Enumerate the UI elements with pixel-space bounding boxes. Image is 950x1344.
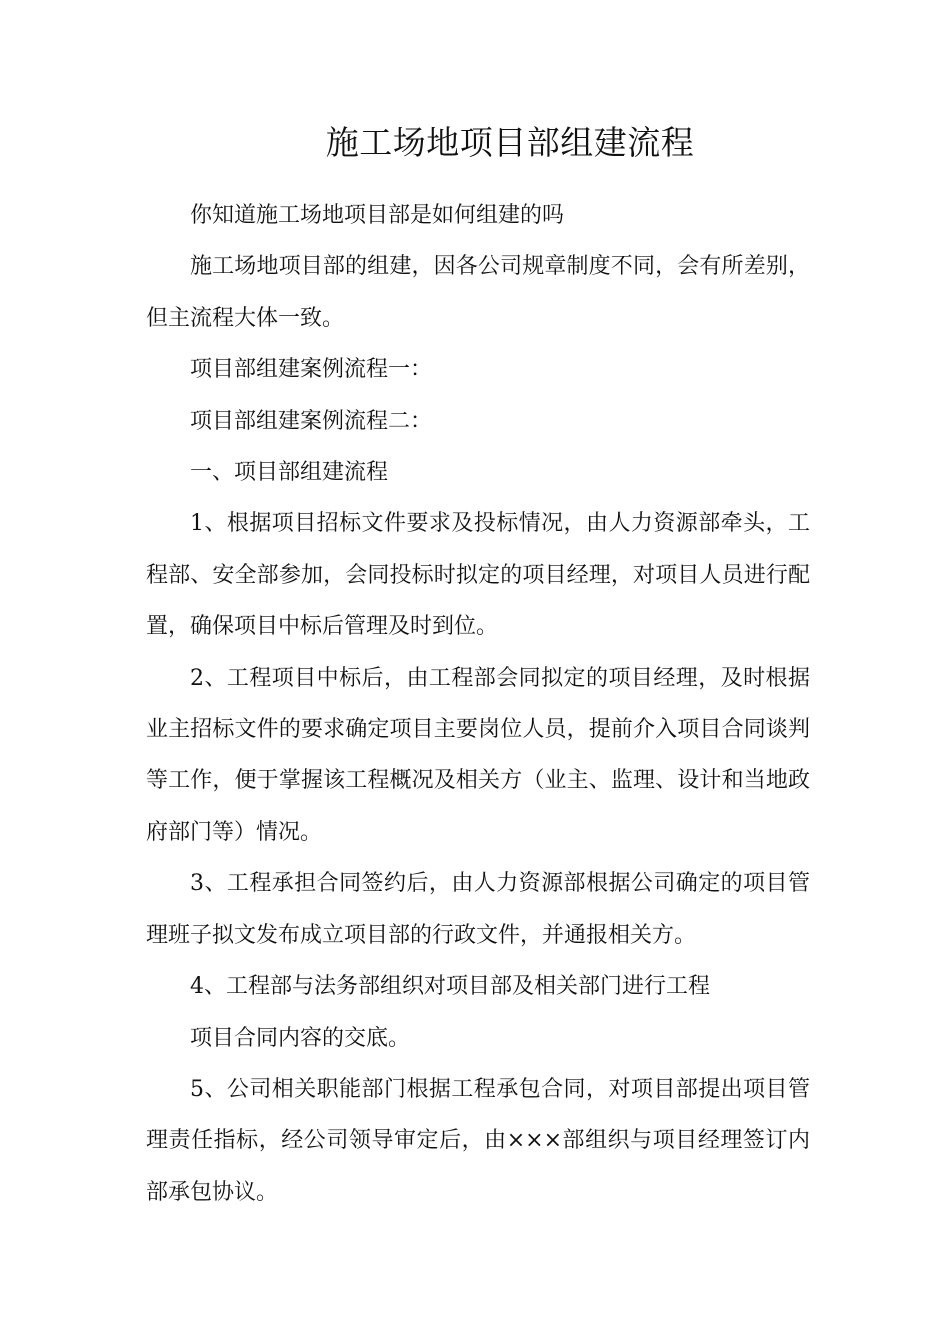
paragraph-intro: 施工场地项目部的组建，因各公司规章制度不同，会有所差别，但主流程大体一致。: [146, 254, 810, 331]
paragraph-step-1: 1、根据项目招标文件要求及投标情况，由人力资源部牵头，工程部、安全部参加，会同投标时拟定的项目经理，对项目人员进行配置，确保项目中标后管理及时到位。: [146, 511, 810, 640]
paragraph-step-4-continued: 项目合同内容的交底。: [190, 1025, 411, 1051]
paragraph-step-4: 4、工程部与法务部组织对项目部及相关部门进行工程: [190, 974, 710, 1000]
section-heading: 一、项目部组建流程: [190, 460, 389, 486]
paragraph-case-one: 项目部组建案例流程一：: [190, 357, 433, 383]
page-title: 施工场地项目部组建流程: [325, 123, 695, 162]
paragraph-case-two: 项目部组建案例流程二：: [190, 408, 433, 434]
paragraph-step-3: 3、工程承担合同签约后，由人力资源部根据公司确定的项目管理班子拟文发布成立项目部的行政文件，并通报相关方。: [146, 871, 810, 948]
paragraph-step-2: 2、工程项目中标后，由工程部会同拟定的项目经理，及时根据业主招标文件的要求确定项目主要岗位人员，提前介入项目合同谈判等工作，便于掌握该工程概况及相关方（业主、监理、设计和当地政府部门等）情况。: [146, 665, 810, 845]
paragraph-intro-question: 你知道施工场地项目部是如何组建的吗: [190, 203, 565, 228]
document-body: [146, 190, 810, 1218]
title-area: [0, 118, 950, 168]
paragraph-step-5: 5、公司相关职能部门根据工程承包合同，对项目部提出项目管理责任指标，经公司领导审定后，由×××部组织与项目经理签订内部承包协议。: [146, 1076, 810, 1205]
